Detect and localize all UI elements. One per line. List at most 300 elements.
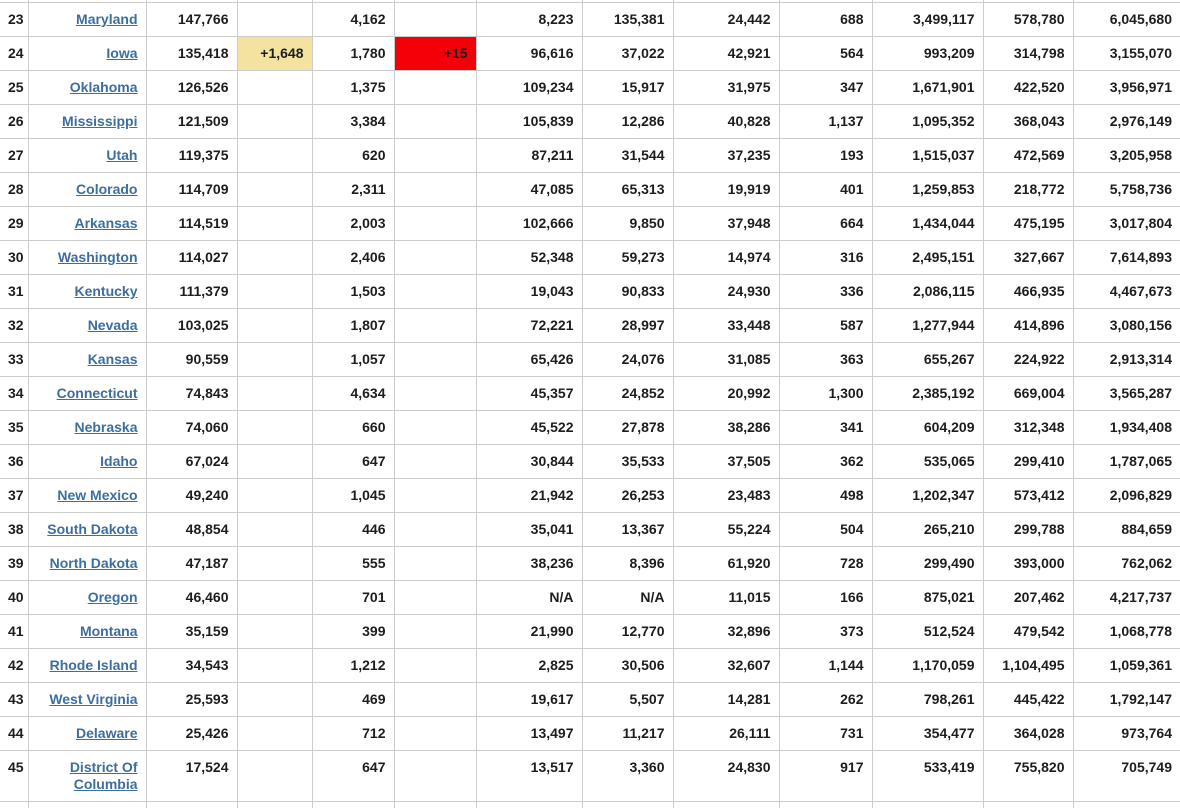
total-deaths-cell: 1,045 (312, 479, 394, 513)
tests-per-1m-cell: 224,922 (983, 343, 1073, 377)
rank-cell: 36 (0, 445, 28, 479)
tests-per-1m-cell: 312,348 (983, 411, 1073, 445)
cases-per-1m-cell: 24,930 (673, 275, 779, 309)
deaths-per-1m-cell: 1,137 (779, 105, 872, 139)
state-link[interactable]: Oklahoma (69, 79, 138, 95)
new-deaths-cell (394, 513, 476, 547)
new-deaths-cell (394, 309, 476, 343)
total-cases-cell: 74,060 (146, 411, 237, 445)
new-deaths-cell (394, 411, 476, 445)
new-cases-cell (237, 751, 312, 802)
deaths-per-1m-cell: 664 (779, 207, 872, 241)
new-cases-cell (237, 445, 312, 479)
total-recovered-cell: 13,497 (476, 717, 582, 751)
tests-per-1m-cell: 755,820 (983, 751, 1073, 802)
state-link[interactable]: Connecticut (56, 385, 138, 401)
rank-cell: 32 (0, 309, 28, 343)
total-tests-cell: 1,434,044 (872, 207, 983, 241)
rank-cell: 30 (0, 241, 28, 275)
deaths-per-1m-cell: 1,300 (779, 377, 872, 411)
new-cases-cell: +1,648 (237, 37, 312, 71)
state-link[interactable]: Arkansas (74, 215, 138, 231)
total-deaths-cell: 4,634 (312, 377, 394, 411)
total-cases-cell: 147,766 (146, 3, 237, 37)
state-cell (28, 241, 146, 275)
population-cell: 884,659 (1073, 513, 1180, 547)
new-deaths-cell (394, 581, 476, 615)
active-cases-cell: 5,507 (582, 683, 673, 717)
active-cases-cell: 12,770 (582, 615, 673, 649)
new-deaths-cell (394, 173, 476, 207)
new-cases-cell (237, 139, 312, 173)
new-deaths-cell (394, 241, 476, 275)
cases-per-1m-cell: 23,483 (673, 479, 779, 513)
deaths-per-1m-cell: 193 (779, 139, 872, 173)
table-row (0, 751, 1180, 802)
total-deaths-cell: 555 (312, 547, 394, 581)
active-cases-cell: 65,313 (582, 173, 673, 207)
population-cell: 973,764 (1073, 717, 1180, 751)
state-cell (28, 377, 146, 411)
deaths-per-1m-cell: 498 (779, 479, 872, 513)
table-row (0, 377, 1180, 411)
rank-cell: 41 (0, 615, 28, 649)
cases-per-1m-cell: 32,607 (673, 649, 779, 683)
total-tests-cell: 3,499,117 (872, 3, 983, 37)
active-cases-cell: 30,506 (582, 649, 673, 683)
total-recovered-cell: 96,616 (476, 37, 582, 71)
new-deaths-cell (394, 649, 476, 683)
state-link[interactable]: Washington (57, 249, 138, 265)
cases-per-1m-cell: 32,896 (673, 615, 779, 649)
cases-per-1m-cell: 55,224 (673, 513, 779, 547)
new-cases-cell (237, 649, 312, 683)
new-deaths-cell (394, 547, 476, 581)
state-link[interactable]: Nevada (87, 317, 138, 333)
total-recovered-cell: 35,041 (476, 513, 582, 547)
total-cases-cell: 119,375 (146, 139, 237, 173)
cases-per-1m-cell: 31,975 (673, 71, 779, 105)
total-tests-cell: 875,021 (872, 581, 983, 615)
total-deaths-cell: 660 (312, 411, 394, 445)
total-tests-cell: 1,277,944 (872, 309, 983, 343)
total-tests-cell: 265,210 (872, 513, 983, 547)
state-link[interactable]: South Dakota (47, 521, 138, 537)
new-cases-cell (237, 207, 312, 241)
new-cases-cell (237, 343, 312, 377)
state-link[interactable]: Maryland (76, 11, 138, 27)
total-recovered-cell: 52,348 (476, 241, 582, 275)
active-cases-cell: 9,850 (582, 207, 673, 241)
state-link[interactable]: Kentucky (74, 283, 138, 299)
total-cases-cell: 111,379 (146, 275, 237, 309)
total-recovered-cell: 45,522 (476, 411, 582, 445)
active-cases-cell: 35,533 (582, 445, 673, 479)
total-recovered-cell: 13,517 (476, 751, 582, 802)
table-row (0, 581, 1180, 615)
total-recovered-cell: 19,617 (476, 683, 582, 717)
tests-per-1m-cell: 207,462 (983, 581, 1073, 615)
tests-per-1m-cell: 327,667 (983, 241, 1073, 275)
tests-per-1m-cell: 573,412 (983, 479, 1073, 513)
new-cases-cell (237, 377, 312, 411)
cases-per-1m-cell: 42,921 (673, 37, 779, 71)
population-cell: 1,059,361 (1073, 649, 1180, 683)
total-recovered-cell: 102,666 (476, 207, 582, 241)
new-deaths-cell (394, 615, 476, 649)
population-cell: 2,913,314 (1073, 343, 1180, 377)
rank-cell: 37 (0, 479, 28, 513)
state-link[interactable]: Montana (79, 623, 138, 639)
total-recovered-cell: 30,844 (476, 445, 582, 479)
total-tests-cell: 1,515,037 (872, 139, 983, 173)
state-cell (28, 343, 146, 377)
new-deaths-cell (394, 343, 476, 377)
total-deaths-cell: 701 (312, 581, 394, 615)
tests-per-1m-cell: 466,935 (983, 275, 1073, 309)
state-link[interactable]: District Of Columbia (69, 759, 138, 792)
active-cases-cell: 28,997 (582, 309, 673, 343)
state-cell (28, 3, 146, 37)
total-tests-cell: 1,170,059 (872, 649, 983, 683)
total-deaths-cell: 3,384 (312, 105, 394, 139)
rank-cell: 34 (0, 377, 28, 411)
table-row (0, 309, 1180, 343)
deaths-per-1m-cell: 341 (779, 411, 872, 445)
population-cell: 1,934,408 (1073, 411, 1180, 445)
total-cases-cell: 49,240 (146, 479, 237, 513)
partial-row-below (0, 802, 1180, 809)
tests-per-1m-cell: 364,028 (983, 717, 1073, 751)
deaths-per-1m-cell: 373 (779, 615, 872, 649)
population-cell: 3,155,070 (1073, 37, 1180, 71)
table-row (0, 71, 1180, 105)
total-deaths-cell: 1,057 (312, 343, 394, 377)
state-link[interactable]: Idaho (100, 453, 138, 469)
state-link[interactable]: Colorado (76, 181, 138, 197)
total-recovered-cell: 105,839 (476, 105, 582, 139)
total-recovered-cell: 38,236 (476, 547, 582, 581)
total-deaths-cell: 647 (312, 751, 394, 802)
total-deaths-cell: 399 (312, 615, 394, 649)
state-link[interactable]: Delaware (76, 725, 138, 741)
table-row (0, 37, 1180, 71)
cases-per-1m-cell: 24,442 (673, 3, 779, 37)
total-deaths-cell: 1,807 (312, 309, 394, 343)
state-link[interactable]: Nebraska (74, 419, 138, 435)
new-deaths-cell (394, 3, 476, 37)
total-tests-cell: 2,495,151 (872, 241, 983, 275)
new-cases-cell (237, 3, 312, 37)
table-row (0, 547, 1180, 581)
state-link[interactable]: Utah (106, 147, 138, 163)
table-row (0, 105, 1180, 139)
active-cases-cell: 3,360 (582, 751, 673, 802)
cases-per-1m-cell: 37,948 (673, 207, 779, 241)
tests-per-1m-cell: 1,104,495 (983, 649, 1073, 683)
table-row (0, 275, 1180, 309)
state-link[interactable]: Kansas (87, 351, 138, 367)
active-cases-cell: 27,878 (582, 411, 673, 445)
new-cases-cell (237, 309, 312, 343)
state-cell (28, 751, 146, 802)
state-cell (28, 173, 146, 207)
cases-per-1m-cell: 61,920 (673, 547, 779, 581)
state-cell (28, 479, 146, 513)
deaths-per-1m-cell: 401 (779, 173, 872, 207)
population-cell: 4,217,737 (1073, 581, 1180, 615)
cases-per-1m-cell: 26,111 (673, 717, 779, 751)
active-cases-cell: 24,076 (582, 343, 673, 377)
rank-cell: 31 (0, 275, 28, 309)
state-cell (28, 445, 146, 479)
new-deaths-cell (394, 207, 476, 241)
population-cell: 2,096,829 (1073, 479, 1180, 513)
new-cases-cell (237, 581, 312, 615)
cases-per-1m-cell: 24,830 (673, 751, 779, 802)
active-cases-cell: 13,367 (582, 513, 673, 547)
total-tests-cell: 512,524 (872, 615, 983, 649)
table-row (0, 139, 1180, 173)
total-tests-cell: 993,209 (872, 37, 983, 71)
cases-per-1m-cell: 31,085 (673, 343, 779, 377)
cases-per-1m-cell: 11,015 (673, 581, 779, 615)
total-recovered-cell: 8,223 (476, 3, 582, 37)
state-link[interactable]: Mississippi (62, 113, 138, 129)
state-cell (28, 207, 146, 241)
tests-per-1m-cell: 578,780 (983, 3, 1073, 37)
deaths-per-1m-cell: 731 (779, 717, 872, 751)
rank-cell: 25 (0, 71, 28, 105)
table-row (0, 207, 1180, 241)
total-deaths-cell: 712 (312, 717, 394, 751)
total-deaths-cell: 4,162 (312, 3, 394, 37)
total-cases-cell: 114,709 (146, 173, 237, 207)
rank-cell: 45 (0, 751, 28, 802)
table-row (0, 411, 1180, 445)
table-row (0, 683, 1180, 717)
new-deaths-cell (394, 751, 476, 802)
state-cell (28, 411, 146, 445)
state-link[interactable]: Oregon (87, 589, 138, 605)
cases-per-1m-cell: 38,286 (673, 411, 779, 445)
new-cases-cell (237, 241, 312, 275)
total-recovered-cell: 45,357 (476, 377, 582, 411)
total-deaths-cell: 1,780 (312, 37, 394, 71)
total-tests-cell: 299,490 (872, 547, 983, 581)
population-cell: 3,565,287 (1073, 377, 1180, 411)
deaths-per-1m-cell: 1,144 (779, 649, 872, 683)
total-cases-cell: 67,024 (146, 445, 237, 479)
tests-per-1m-cell: 414,896 (983, 309, 1073, 343)
total-cases-cell: 114,027 (146, 241, 237, 275)
deaths-per-1m-cell: 336 (779, 275, 872, 309)
state-link[interactable]: Iowa (106, 45, 138, 61)
tests-per-1m-cell: 393,000 (983, 547, 1073, 581)
state-cell (28, 309, 146, 343)
population-cell: 3,080,156 (1073, 309, 1180, 343)
tests-per-1m-cell: 218,772 (983, 173, 1073, 207)
total-cases-cell: 46,460 (146, 581, 237, 615)
total-tests-cell: 535,065 (872, 445, 983, 479)
state-cell (28, 717, 146, 751)
table-row (0, 513, 1180, 547)
total-recovered-cell: 19,043 (476, 275, 582, 309)
total-deaths-cell: 647 (312, 445, 394, 479)
tests-per-1m-cell: 368,043 (983, 105, 1073, 139)
new-cases-cell (237, 479, 312, 513)
deaths-per-1m-cell: 316 (779, 241, 872, 275)
cases-per-1m-cell: 14,974 (673, 241, 779, 275)
new-deaths-cell (394, 377, 476, 411)
total-cases-cell: 25,426 (146, 717, 237, 751)
active-cases-cell: 11,217 (582, 717, 673, 751)
deaths-per-1m-cell: 504 (779, 513, 872, 547)
new-deaths-cell (394, 479, 476, 513)
tests-per-1m-cell: 472,569 (983, 139, 1073, 173)
total-deaths-cell: 1,212 (312, 649, 394, 683)
table-row (0, 241, 1180, 275)
cases-per-1m-cell: 33,448 (673, 309, 779, 343)
deaths-per-1m-cell: 587 (779, 309, 872, 343)
deaths-per-1m-cell: 564 (779, 37, 872, 71)
total-deaths-cell: 620 (312, 139, 394, 173)
new-cases-cell (237, 513, 312, 547)
total-recovered-cell: 87,211 (476, 139, 582, 173)
tests-per-1m-cell: 475,195 (983, 207, 1073, 241)
tests-per-1m-cell: 299,788 (983, 513, 1073, 547)
tests-per-1m-cell: 314,798 (983, 37, 1073, 71)
state-link[interactable]: New Mexico (57, 487, 138, 503)
total-cases-cell: 135,418 (146, 37, 237, 71)
population-cell: 5,758,736 (1073, 173, 1180, 207)
new-cases-cell (237, 683, 312, 717)
state-cell (28, 71, 146, 105)
active-cases-cell: 37,022 (582, 37, 673, 71)
active-cases-cell: 24,852 (582, 377, 673, 411)
rank-cell: 26 (0, 105, 28, 139)
new-cases-cell (237, 717, 312, 751)
population-cell: 7,614,893 (1073, 241, 1180, 275)
state-cell (28, 513, 146, 547)
deaths-per-1m-cell: 347 (779, 71, 872, 105)
new-cases-cell (237, 173, 312, 207)
deaths-per-1m-cell: 166 (779, 581, 872, 615)
new-deaths-cell: +15 (394, 37, 476, 71)
deaths-per-1m-cell: 362 (779, 445, 872, 479)
state-cell (28, 105, 146, 139)
active-cases-cell: 26,253 (582, 479, 673, 513)
population-cell: 705,749 (1073, 751, 1180, 802)
population-cell: 1,792,147 (1073, 683, 1180, 717)
table-row (0, 649, 1180, 683)
total-cases-cell: 17,524 (146, 751, 237, 802)
tests-per-1m-cell: 669,004 (983, 377, 1073, 411)
state-cell (28, 615, 146, 649)
table-row (0, 445, 1180, 479)
rank-cell: 39 (0, 547, 28, 581)
total-recovered-cell: 109,234 (476, 71, 582, 105)
state-cell (28, 581, 146, 615)
state-link[interactable]: North Dakota (49, 555, 138, 571)
state-cell (28, 649, 146, 683)
total-tests-cell: 604,209 (872, 411, 983, 445)
new-deaths-cell (394, 717, 476, 751)
deaths-per-1m-cell: 363 (779, 343, 872, 377)
total-tests-cell: 1,671,901 (872, 71, 983, 105)
table-row (0, 173, 1180, 207)
table-row (0, 479, 1180, 513)
tests-per-1m-cell: 479,542 (983, 615, 1073, 649)
population-cell: 1,787,065 (1073, 445, 1180, 479)
new-cases-cell (237, 71, 312, 105)
population-cell: 6,045,680 (1073, 3, 1180, 37)
cases-per-1m-cell: 14,281 (673, 683, 779, 717)
total-deaths-cell: 2,003 (312, 207, 394, 241)
rank-cell: 42 (0, 649, 28, 683)
active-cases-cell: 59,273 (582, 241, 673, 275)
total-tests-cell: 798,261 (872, 683, 983, 717)
active-cases-cell: 15,917 (582, 71, 673, 105)
deaths-per-1m-cell: 728 (779, 547, 872, 581)
total-cases-cell: 114,519 (146, 207, 237, 241)
new-deaths-cell (394, 275, 476, 309)
total-recovered-cell: 21,942 (476, 479, 582, 513)
state-cell (28, 139, 146, 173)
deaths-per-1m-cell: 688 (779, 3, 872, 37)
population-cell: 3,956,971 (1073, 71, 1180, 105)
state-link[interactable]: Rhode Island (49, 657, 138, 673)
total-tests-cell: 1,259,853 (872, 173, 983, 207)
total-recovered-cell: 47,085 (476, 173, 582, 207)
total-cases-cell: 74,843 (146, 377, 237, 411)
state-cell (28, 275, 146, 309)
total-cases-cell: 35,159 (146, 615, 237, 649)
table-row (0, 615, 1180, 649)
population-cell: 2,976,149 (1073, 105, 1180, 139)
rank-cell: 33 (0, 343, 28, 377)
total-deaths-cell: 446 (312, 513, 394, 547)
state-rows (0, 3, 1180, 802)
total-tests-cell: 2,385,192 (872, 377, 983, 411)
new-deaths-cell (394, 683, 476, 717)
total-tests-cell: 1,202,347 (872, 479, 983, 513)
table-row-clipped-bottom (0, 802, 1180, 809)
table-row (0, 717, 1180, 751)
rank-cell: 43 (0, 683, 28, 717)
population-cell: 3,205,958 (1073, 139, 1180, 173)
new-cases-cell (237, 547, 312, 581)
deaths-per-1m-cell: 262 (779, 683, 872, 717)
total-tests-cell: 354,477 (872, 717, 983, 751)
state-link[interactable]: West Virginia (49, 691, 138, 707)
deaths-per-1m-cell: 917 (779, 751, 872, 802)
cases-per-1m-cell: 40,828 (673, 105, 779, 139)
total-cases-cell: 47,187 (146, 547, 237, 581)
total-cases-cell: 121,509 (146, 105, 237, 139)
total-cases-cell: 34,543 (146, 649, 237, 683)
new-cases-cell (237, 105, 312, 139)
rank-cell: 29 (0, 207, 28, 241)
cases-per-1m-cell: 37,505 (673, 445, 779, 479)
new-deaths-cell (394, 105, 476, 139)
total-deaths-cell: 2,311 (312, 173, 394, 207)
tests-per-1m-cell: 299,410 (983, 445, 1073, 479)
total-recovered-cell: 72,221 (476, 309, 582, 343)
rank-cell: 27 (0, 139, 28, 173)
cases-per-1m-cell: 37,235 (673, 139, 779, 173)
state-cell (28, 547, 146, 581)
